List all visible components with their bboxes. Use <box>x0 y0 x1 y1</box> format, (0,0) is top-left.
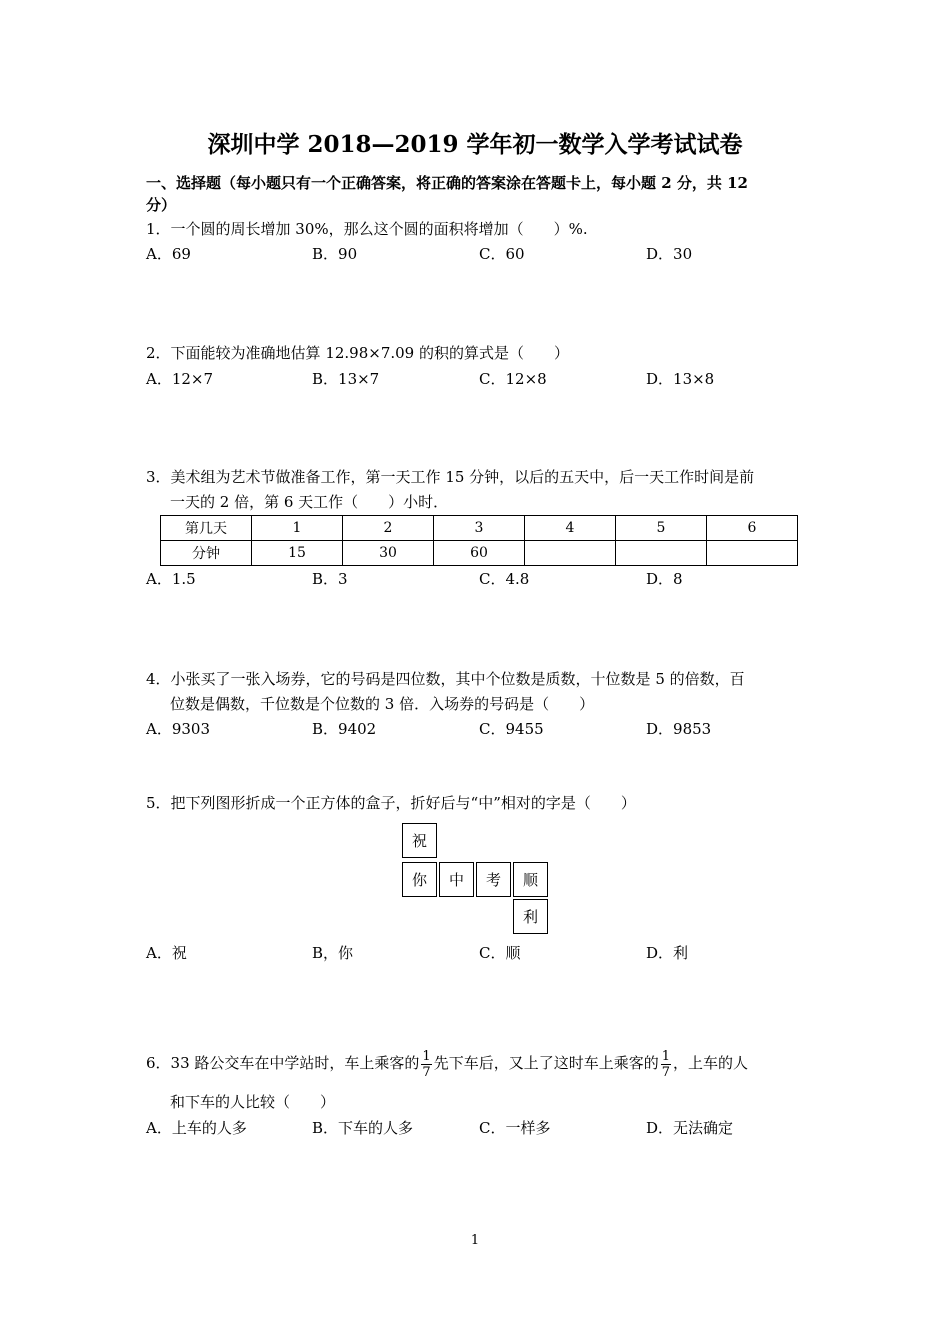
q6-text-part1: 6．33 路公交车在中学站时，车上乘客的 <box>146 1054 420 1072</box>
cube-net-figure <box>402 823 552 937</box>
net-cell: 顺 <box>513 862 548 897</box>
table-cell <box>616 541 707 566</box>
q6-option-c: C．一样多 <box>479 1119 551 1137</box>
q2-option-c: C．12×8 <box>479 370 547 388</box>
section-heading-line2: 分） <box>146 196 177 214</box>
table-row <box>161 516 798 541</box>
fraction-numerator: 1 <box>661 1048 670 1064</box>
q4-option-c: C．9455 <box>479 720 544 738</box>
q3-option-c: C．4.8 <box>479 570 530 588</box>
net-cell: 你 <box>402 862 437 897</box>
question-4-line1: 4．小张买了一张入场券，它的号码是四位数，其中个位数是质数，十位数是 5 的倍数，百 <box>146 670 745 688</box>
table-cell: 3 <box>434 516 525 541</box>
table-cell: 15 <box>252 541 343 566</box>
table-cell: 1 <box>252 516 343 541</box>
q3-option-d: D．8 <box>646 570 683 588</box>
q2-option-b: B．13×7 <box>312 370 380 388</box>
table-cell: 60 <box>434 541 525 566</box>
table-cell: 第几天 <box>161 516 252 541</box>
q5-option-c: C．顺 <box>479 944 521 962</box>
table-cell: 2 <box>343 516 434 541</box>
table-cell: 5 <box>616 516 707 541</box>
q5-option-d: D．利 <box>646 944 689 962</box>
q1-option-b: B．90 <box>312 245 358 263</box>
net-cell: 祝 <box>402 823 437 858</box>
q6-option-b: B．下车的人多 <box>312 1119 414 1137</box>
q4-option-b: B．9402 <box>312 720 377 738</box>
page-number: 1 <box>470 1233 480 1248</box>
question-3-line1: 3．美术组为艺术节做准备工作，第一天工作 15 分钟，以后的五天中，后一天工作时间是前 <box>146 468 755 486</box>
fraction-denominator: 7 <box>661 1064 670 1080</box>
q6-text-part3: ，上车的人 <box>672 1054 748 1072</box>
question-5: 5．把下列图形折成一个正方体的盒子，折好后与“中”相对的字是（ ） <box>146 794 636 812</box>
q4-option-a: A．9303 <box>146 720 211 738</box>
page-title: 深圳中学 2018—2019 学年初一数学入学考试试卷 <box>207 131 743 158</box>
section-heading-line1: 一、选择题（每小题只有一个正确答案，将正确的答案涂在答题卡上，每小题 2 分，共 12 <box>146 174 748 192</box>
q6-option-d: D．无法确定 <box>646 1119 734 1137</box>
question-6-line1 <box>146 1048 748 1080</box>
q2-option-a: A．12×7 <box>146 370 214 388</box>
net-cell: 利 <box>513 899 548 934</box>
question-6-line2: 和下车的人比较（ ） <box>170 1093 336 1111</box>
net-cell: 考 <box>476 862 511 897</box>
table-cell <box>707 541 798 566</box>
fraction-numerator: 1 <box>422 1048 431 1064</box>
table-cell: 分钟 <box>161 541 252 566</box>
q6-option-a: A．上车的人多 <box>146 1119 247 1137</box>
q1-option-a: A．69 <box>146 245 191 263</box>
table-cell: 30 <box>343 541 434 566</box>
table-cell: 6 <box>707 516 798 541</box>
q1-option-c: C．60 <box>479 245 525 263</box>
question-4-line2: 位数是偶数，千位数是个位数的 3 倍．入场券的号码是（ ） <box>170 695 595 713</box>
fraction-denominator: 7 <box>422 1064 431 1080</box>
q6-text-part2: 先下车后，又上了这时车上乘客的 <box>433 1054 659 1072</box>
q2-option-d: D．13×8 <box>646 370 715 388</box>
q4-option-d: D．9853 <box>646 720 712 738</box>
q3-option-a: A．1.5 <box>146 570 196 588</box>
net-cell: 中 <box>439 862 474 897</box>
table-row <box>161 541 798 566</box>
table-cell <box>525 541 616 566</box>
days-table <box>160 515 798 566</box>
question-3-line2: 一天的 2 倍，第 6 天工作（ ）小时． <box>170 493 449 511</box>
q1-option-d: D．30 <box>646 245 693 263</box>
fraction-one-seventh <box>661 1049 671 1080</box>
question-1: 1．一个圆的周长增加 30%，那么这个圆的面积将增加（ ）%. <box>146 220 588 238</box>
table-cell: 4 <box>525 516 616 541</box>
q5-option-b: B，你 <box>312 944 354 962</box>
q5-option-a: A．祝 <box>146 944 187 962</box>
q3-option-b: B．3 <box>312 570 348 588</box>
question-2: 2．下面能较为准确地估算 12.98×7.09 的积的算式是（ ） <box>146 344 569 362</box>
fraction-one-seventh <box>421 1049 431 1080</box>
